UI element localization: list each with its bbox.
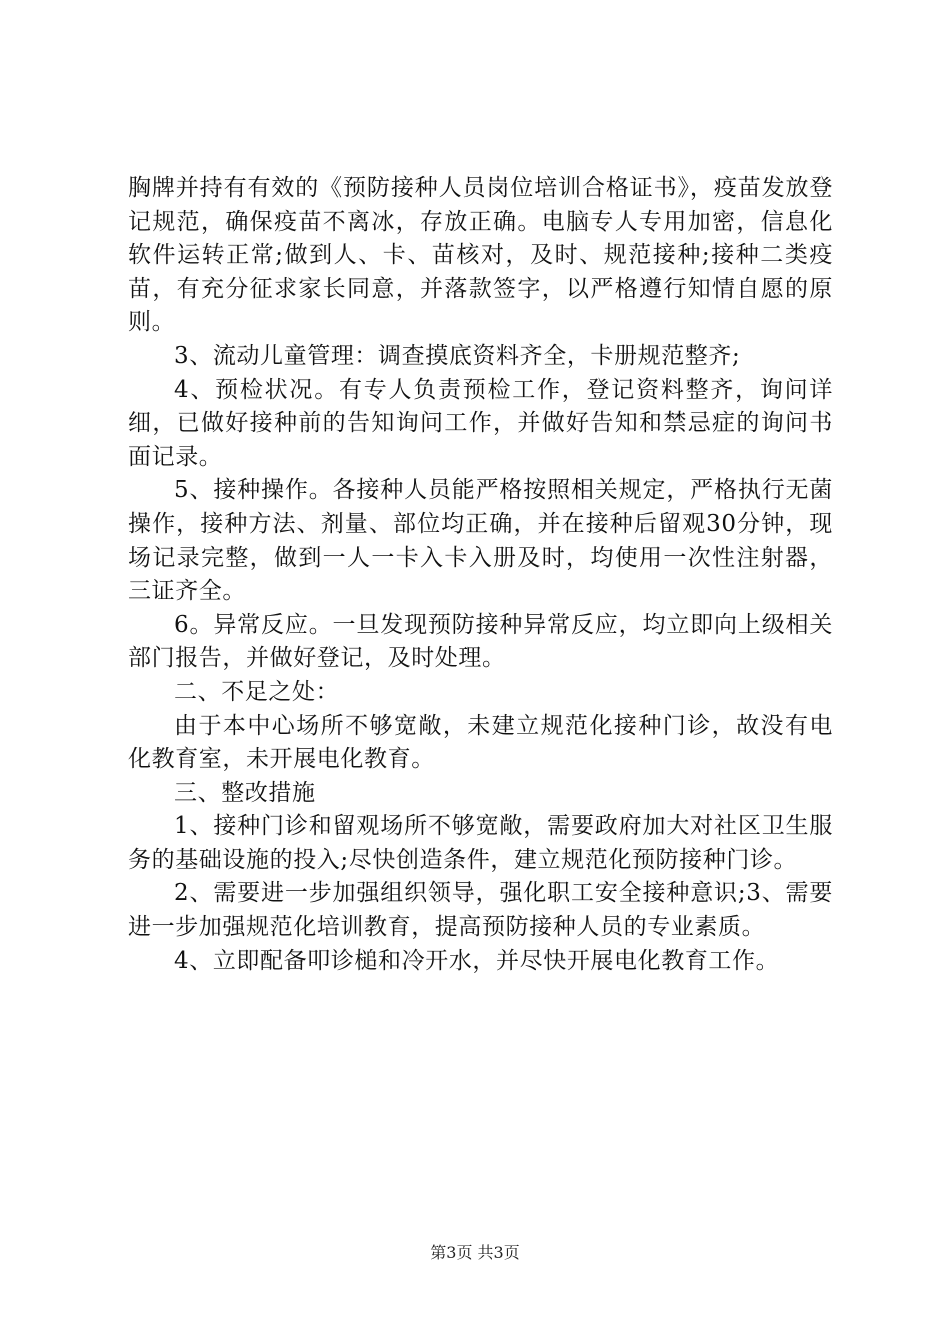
- document-body: [128, 172, 833, 978]
- paragraph-mobile-children: 3、流动儿童管理：调查摸底资料齐全，卡册规范整齐;: [174, 342, 741, 369]
- paragraph-precheck: 4、预检状况。有专人负责预检工作，登记资料整齐，询问详细，已做好接种前的告知询问工作，并做好告知和禁忌症的询问书面记录。: [128, 376, 833, 470]
- paragraph-adverse-reaction: 6。异常反应。一旦发现预防接种异常反应，均立即向上级相关部门报告，并做好登记，及时处理。: [128, 611, 833, 672]
- paragraph-measure-1: 1、接种门诊和留观场所不够宽敞，需要政府加大对社区卫生服务的基础设施的投入;尽快创造条件，建立规范化预防接种门诊。: [128, 813, 833, 873]
- paragraph-shortcomings: 由于本中心场所不够宽敞，未建立规范化接种门诊，故没有电化教育室，未开展电化教育。: [128, 712, 833, 773]
- section-heading-shortcomings: 二、不足之处：: [174, 678, 340, 705]
- section-heading-measures: 三、整改措施: [174, 779, 316, 806]
- paragraph-continuation: 胸牌并持有有效的《预防接种人员岗位培训合格证书》，疫苗发放登记规范，确保疫苗不离冰，存放正确。电脑专人专用加密，信息化软件运转正常;做到人、卡、苗核对，及时、规范接种;接种二类疫苗，有充分征求家长同意，并落款签字，以严格遵行知情自愿的原则。: [128, 175, 833, 336]
- paragraph-measure-2-3: 2、需要进一步加强组织领导，强化职工安全接种意识;3、需要进一步加强规范化培训教育，提高预防接种人员的专业素质。: [128, 880, 833, 941]
- paragraph-vaccination-operation: 5、接种操作。各接种人员能严格按照相关规定，严格执行无菌操作，接种方法、剂量、部位均正确，并在接种后留观30分钟，现场记录完整，做到一人一卡入卡入册及时，均使用一次性注射器，三证齐全。: [128, 477, 833, 605]
- page-number-footer: 第3页 共3页: [430, 1243, 520, 1262]
- paragraph-measure-4: 4、立即配备叩诊槌和冷开水，并尽快开展电化教育工作。: [174, 947, 780, 974]
